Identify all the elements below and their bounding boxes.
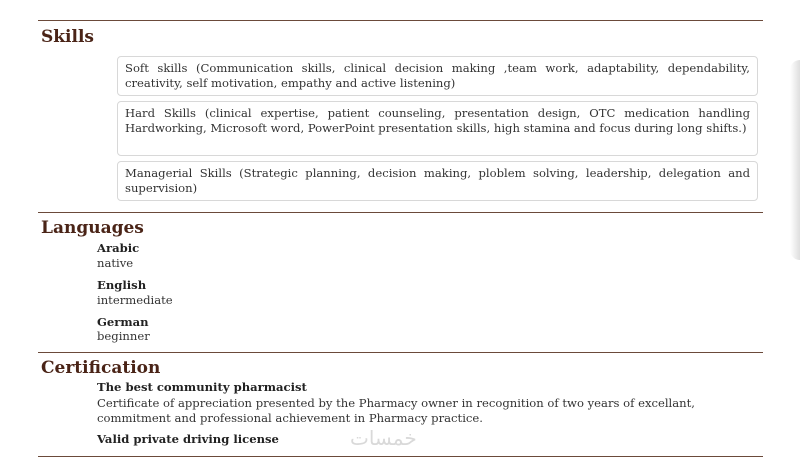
language-level-english: intermediate [97,293,173,307]
top-rule [38,20,763,21]
scroll-edge [790,60,800,260]
skill-item-managerial: Managerial Skills (Strategic planning, decision making, ploblem solving, leadership, delegation and supervision) [117,161,758,201]
skill-item-soft: Soft skills (Communication skills, clinical decision making ,team work, adaptability, dependability, creativity, self motivation, empathy and active listening) [117,56,758,96]
bottom-rule [38,456,763,457]
section-rule [38,212,763,213]
languages-heading: Languages [41,218,144,238]
certification-description: Certificate of appreciation presented by the Pharmacy owner in recognition of two years of excellant, commitment and professional achievement in Pharmacy practice. [97,396,695,425]
language-level-german: beginner [97,329,150,343]
certification-title: The best community pharmacist [97,380,307,394]
certification-heading: Certification [41,358,161,378]
skill-item-hard: Hard Skills (clinical expertise, patient counseling, presentation design, OTC medication handling Hardworking, Microsoft word, PowerPoint presentation skills, high stamina and focus during long shifts.) [117,101,758,156]
section-rule [38,352,763,353]
language-name-german: German [97,315,149,329]
skills-heading: Skills [41,27,95,47]
language-name-english: English [97,278,147,292]
language-name-arabic: Arabic [97,241,140,255]
certification-title: Valid private driving license [97,432,279,446]
language-level-arabic: native [97,256,134,270]
watermark-logo: خمسات [350,426,417,450]
